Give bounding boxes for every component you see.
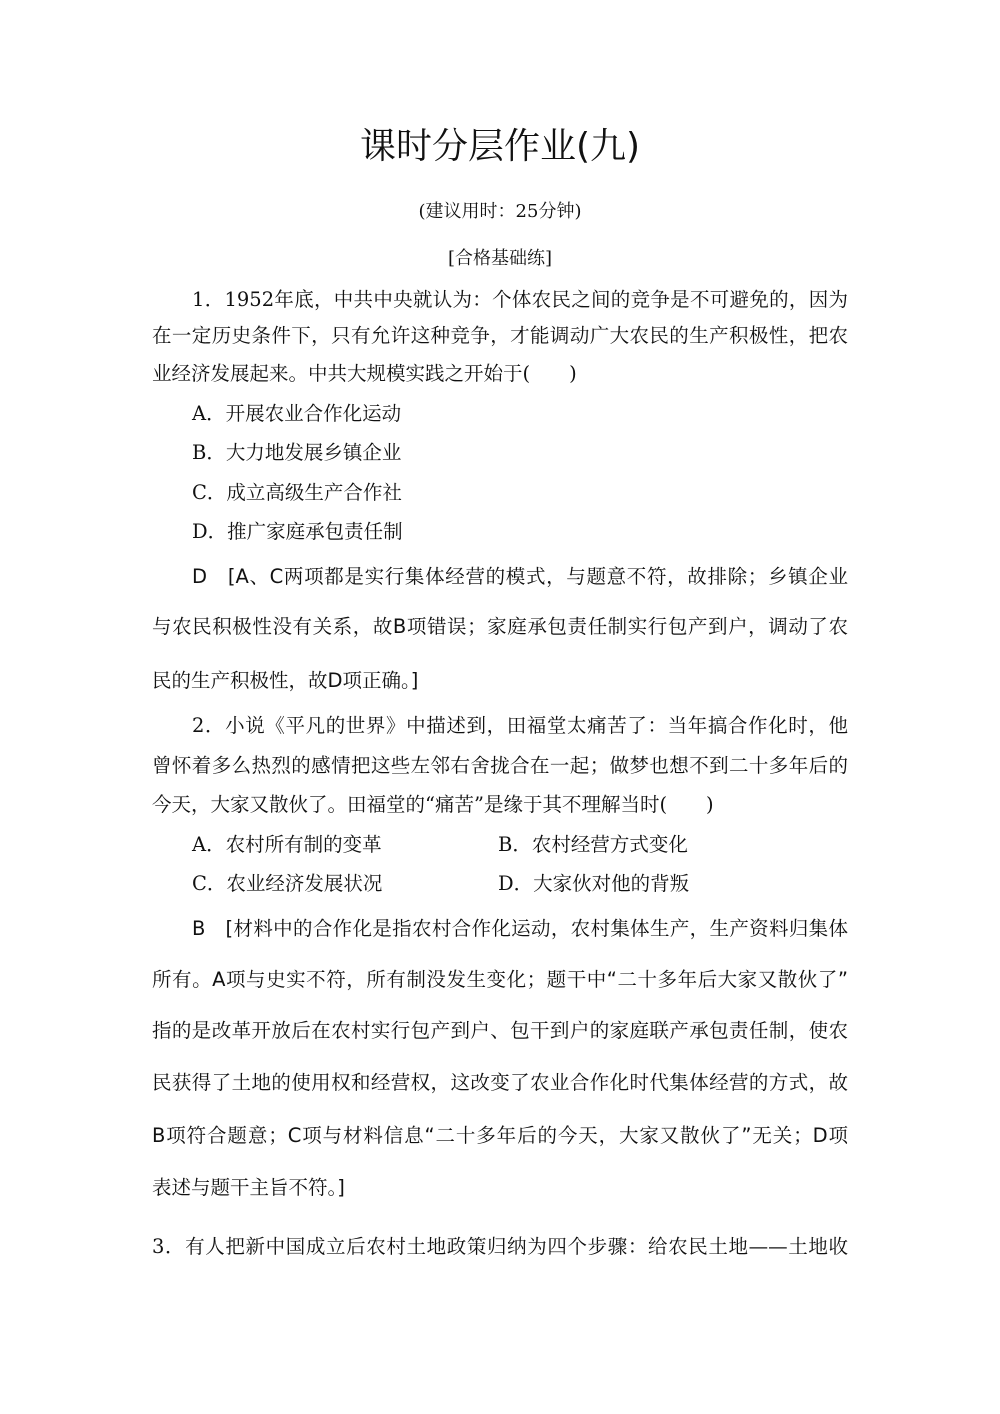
option-d: D．大家伙对他的背叛 — [498, 872, 690, 895]
option-c: C．成立高级生产合作社 — [192, 481, 402, 504]
answer-line: 指的是改革开放后在农村实行包产到户、包干到户的家庭联产承包责任制，使农 — [152, 1019, 848, 1042]
answer-line: 民获得了土地的使用权和经营权，这改变了农业合作化时代集体经营的方式，故 — [152, 1071, 848, 1094]
question-text-line: 1．1952年底，中共中央就认为：个体农民之间的竞争是不可避免的，因为 — [192, 288, 848, 311]
answer-line: B [材料中的合作化是指农村合作化运动，农村集体生产，生产资料归集体 — [192, 917, 848, 940]
answer-line: 表述与题干主旨不符。] — [152, 1176, 345, 1199]
option-b: B．大力地发展乡镇企业 — [192, 441, 402, 464]
question-text-line: 业经济发展起来。中共大规模实践之开始于( ) — [152, 362, 577, 385]
page-title: 课时分层作业(九) — [359, 126, 641, 167]
question-text-line: 在一定历史条件下，只有允许这种竞争，才能调动广大农民的生产积极性，把农 — [152, 324, 848, 347]
question-text-line: 3．有人把新中国成立后农村土地政策归纳为四个步骤：给农民土地——土地收 — [152, 1235, 848, 1258]
answer-line: 所有。A项与史实不符，所有制没发生变化；题干中“二十多年后大家又散伙了” — [152, 968, 848, 991]
suggested-time: (建议用时：25分钟) — [418, 201, 582, 222]
option-c: C．农业经济发展状况 — [192, 872, 383, 895]
answer-line: 与农民积极性没有关系，故B项错误；家庭承包责任制实行包产到户，调动了农 — [152, 615, 848, 638]
question-text-line: 今天，大家又散伙了。田福堂的“痛苦”是缘于其不理解当时( ) — [152, 793, 714, 816]
question-text-line: 2．小说《平凡的世界》中描述到，田福堂太痛苦了：当年搞合作化时，他 — [192, 714, 848, 737]
option-a: A．农村所有制的变革 — [192, 833, 382, 856]
answer-line: D [A、C两项都是实行集体经营的模式，与题意不符，故排除；乡镇企业 — [192, 565, 848, 588]
option-a: A．开展农业合作化运动 — [192, 402, 402, 425]
section-heading: [合格基础练] — [447, 248, 553, 269]
option-b: B．农村经营方式变化 — [498, 833, 688, 856]
question-text-line: 曾怀着多么热烈的感情把这些左邻右舍拢合在一起；做梦也想不到二十多年后的 — [152, 754, 848, 777]
option-d: D．推广家庭承包责任制 — [192, 520, 403, 543]
answer-line: B项符合题意；C项与材料信息“二十多年后的今天，大家又散伙了”无关；D项 — [152, 1124, 848, 1147]
answer-line: 民的生产积极性，故D项正确。] — [152, 669, 419, 692]
